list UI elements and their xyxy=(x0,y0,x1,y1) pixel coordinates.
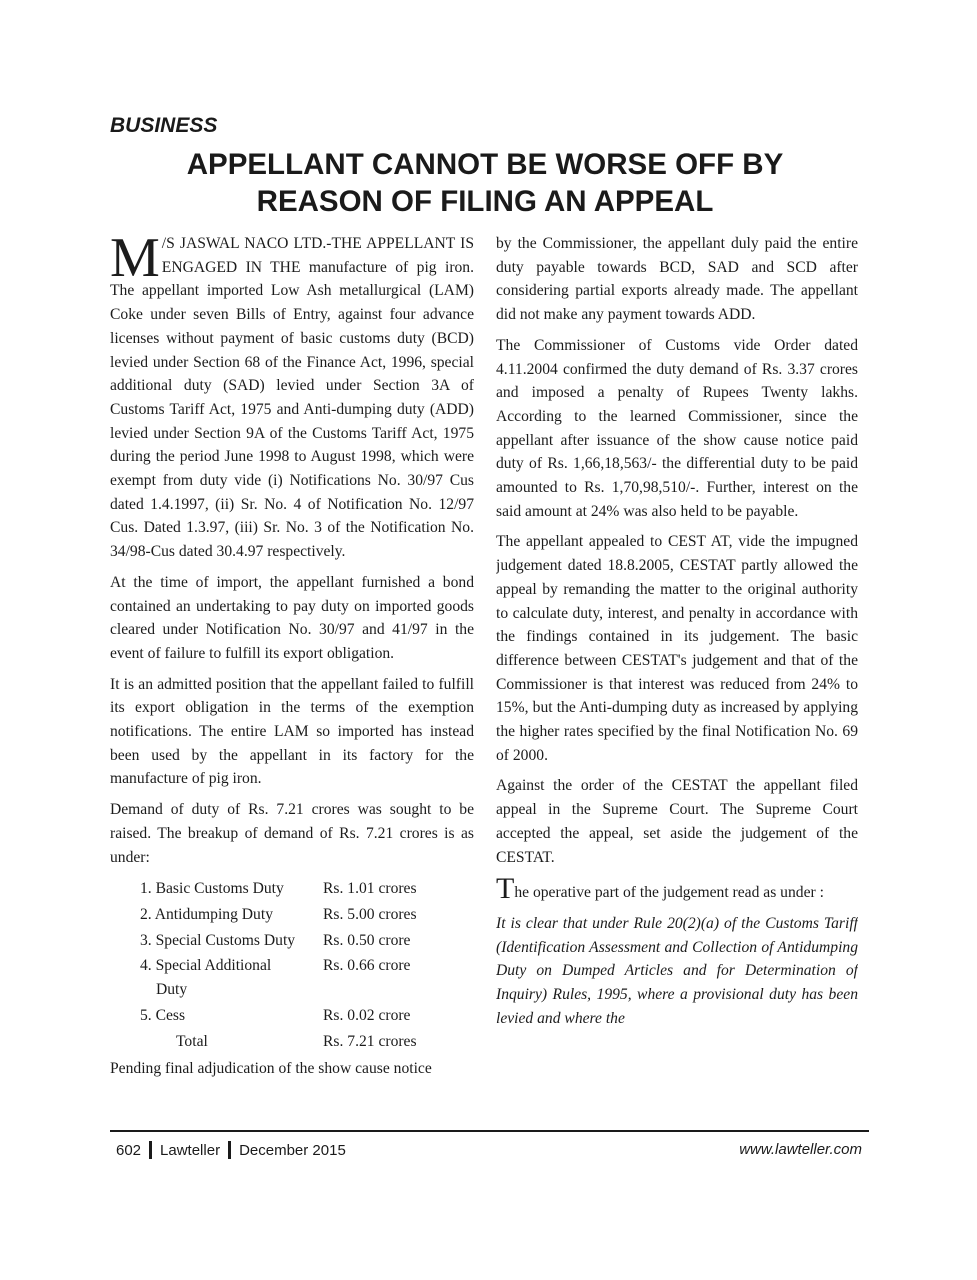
paragraph-pending: Pending final adjudication of the show cause notice xyxy=(110,1060,432,1078)
intro-caps-text: /S JASWAL NACO LTD.-THE APPELLANT IS ENGAGED IN THE xyxy=(161,235,474,276)
paragraph-admitted-position: It is an admitted position that the appellant failed to fulfill its export obligation in the terms of the exemption notifications. The entire LAM so imported has instead been used by the appellant in its factory for the manufacture of pig iron. xyxy=(110,675,474,788)
page-footer xyxy=(116,1141,862,1159)
paragraph-commissioner-payment: by the Commissioner, the appellant duly paid the entire duty payable towards BCD, SAD and SCD after considering partial exports already made. The appellant did not make any payment towards ADD. xyxy=(496,235,858,324)
paragraph-bond: At the time of import, the appellant furnished a bond contained an undertaking to pay duty on imported goods cleared under Notification No. 30/97 and 41/97 in the event of failure to fulfill its export obligation. xyxy=(110,573,474,662)
table-row xyxy=(140,928,417,954)
website-url: www.lawteller.com xyxy=(739,1141,862,1158)
breakup-item-continuation: Duty xyxy=(156,981,188,999)
breakup-item-line: 4. Special Additional xyxy=(140,957,272,975)
page-number: 602 xyxy=(116,1142,142,1159)
breakup-amount: Rs. 0.66 crore xyxy=(323,957,411,975)
paragraph-operative-part xyxy=(496,872,858,906)
operative-part-text: he operative part of the judgement read as under : xyxy=(514,884,824,902)
table-row xyxy=(140,902,417,928)
breakup-item: 2. Antidumping Duty xyxy=(140,905,273,923)
dropcap-letter-t: T xyxy=(496,872,515,906)
paragraph-cestat-appeal: The appellant appealed to CEST AT, vide the impugned judgement dated 18.8.2005, CESTAT partly allowed the appeal by remanding the matter to the original authority to calculate duty, interest, and penalty in accordance with the findings contained in its judgement. The basic difference between CESTAT's judgement and that of the Commissioner is that interest was reduced from 24% to 15%, but the Anti-dumping duty as increased by applying the higher rates specified by the final Notification No. 69 of 2000. xyxy=(496,533,858,764)
dropcap-letter: M xyxy=(110,232,160,289)
article-headline: APPELLANT CANNOT BE WORSE OFF BY REASON OF FILING AN APPEAL xyxy=(186,148,784,218)
right-column xyxy=(496,232,858,1094)
judgement-quote: It is clear that under Rule 20(2)(a) of the Customs Tariff (Identification Assessment and Collection of Antidumping Duty on Dumped Articles and for Determination of Inquiry) Rules, 1995, where a provisional duty has been levied and where the xyxy=(496,914,858,1027)
breakup-item xyxy=(140,953,323,1002)
demand-breakup-table xyxy=(140,876,417,1054)
breakup-item: 5. Cess xyxy=(140,1006,186,1024)
breakup-amount: Rs. 5.00 crores xyxy=(323,905,417,923)
breakup-amount: Rs. 1.01 crores xyxy=(323,880,417,898)
total-amount: Rs. 7.21 crores xyxy=(323,1032,417,1050)
footer-divider xyxy=(110,1130,869,1132)
paragraph-commissioner-order: The Commissioner of Customs vide Order dated 4.11.2004 confirmed the duty demand of Rs. 3.37 crores and imposed a penalty of Rupees Twenty lakhs. According to the learned Commissioner, since the appellant after issuance of the show cause notice paid duty of Rs. 1,66,18,563/- the differential duty to be paid amounted to Rs. 1,70,98,510/-. Further, interest on the said amount at 24% was also held to be payable. xyxy=(496,336,858,520)
table-row xyxy=(140,953,417,1002)
paragraph-intro xyxy=(110,232,474,564)
table-row xyxy=(140,1003,417,1029)
footer-separator xyxy=(149,1141,152,1159)
breakup-amount: Rs. 0.02 crore xyxy=(323,1006,411,1024)
total-label: Total xyxy=(176,1032,208,1050)
section-label: BUSINESS xyxy=(110,114,218,137)
issue-date: December 2015 xyxy=(239,1142,346,1159)
paragraph-supreme-court: Against the order of the CESTAT the appellant filed appeal in the Supreme Court. The Supreme Court accepted the appeal, set aside the judgement of the CESTAT. xyxy=(496,777,858,866)
table-row-total xyxy=(140,1029,417,1055)
breakup-item: 1. Basic Customs Duty xyxy=(140,880,284,898)
left-column xyxy=(110,232,474,1108)
paragraph-demand: Demand of duty of Rs. 7.21 crores was sought to be raised. The breakup of demand of Rs. 7.21 crores is as under: xyxy=(110,801,474,866)
footer-separator xyxy=(228,1141,231,1159)
intro-body-text: manufacture of pig iron. The appellant imported Low Ash metallurgical (LAM) Coke under seven Bills of Entry, against four advance licenses without payment of basic customs duty (BCD) levied under Section 68 of the Finance Act, 1996, special additional duty (SAD) levied under Section 3A of Customs Tariff Act, 1975 and Anti-dumping duty (ADD) levied under Section 9A of the Customs Tariff Act, 1975 during the period June 1998 to August 1998, which were exempt from duty vide (i) Notifications No. 30/97 Cus dated 1.4.1997, (ii) Sr. No. 4 of Notification No. 12/97 Cus. Dated 1.3.97, (iii) Sr. No. 3 of the Notification No. 34/98-Cus dated 30.4.97 respectively. xyxy=(110,258,474,561)
breakup-amount: Rs. 0.50 crore xyxy=(323,931,411,949)
table-row xyxy=(140,876,417,902)
publication-name: Lawteller xyxy=(160,1142,221,1159)
breakup-item: 3. Special Customs Duty xyxy=(140,931,296,949)
